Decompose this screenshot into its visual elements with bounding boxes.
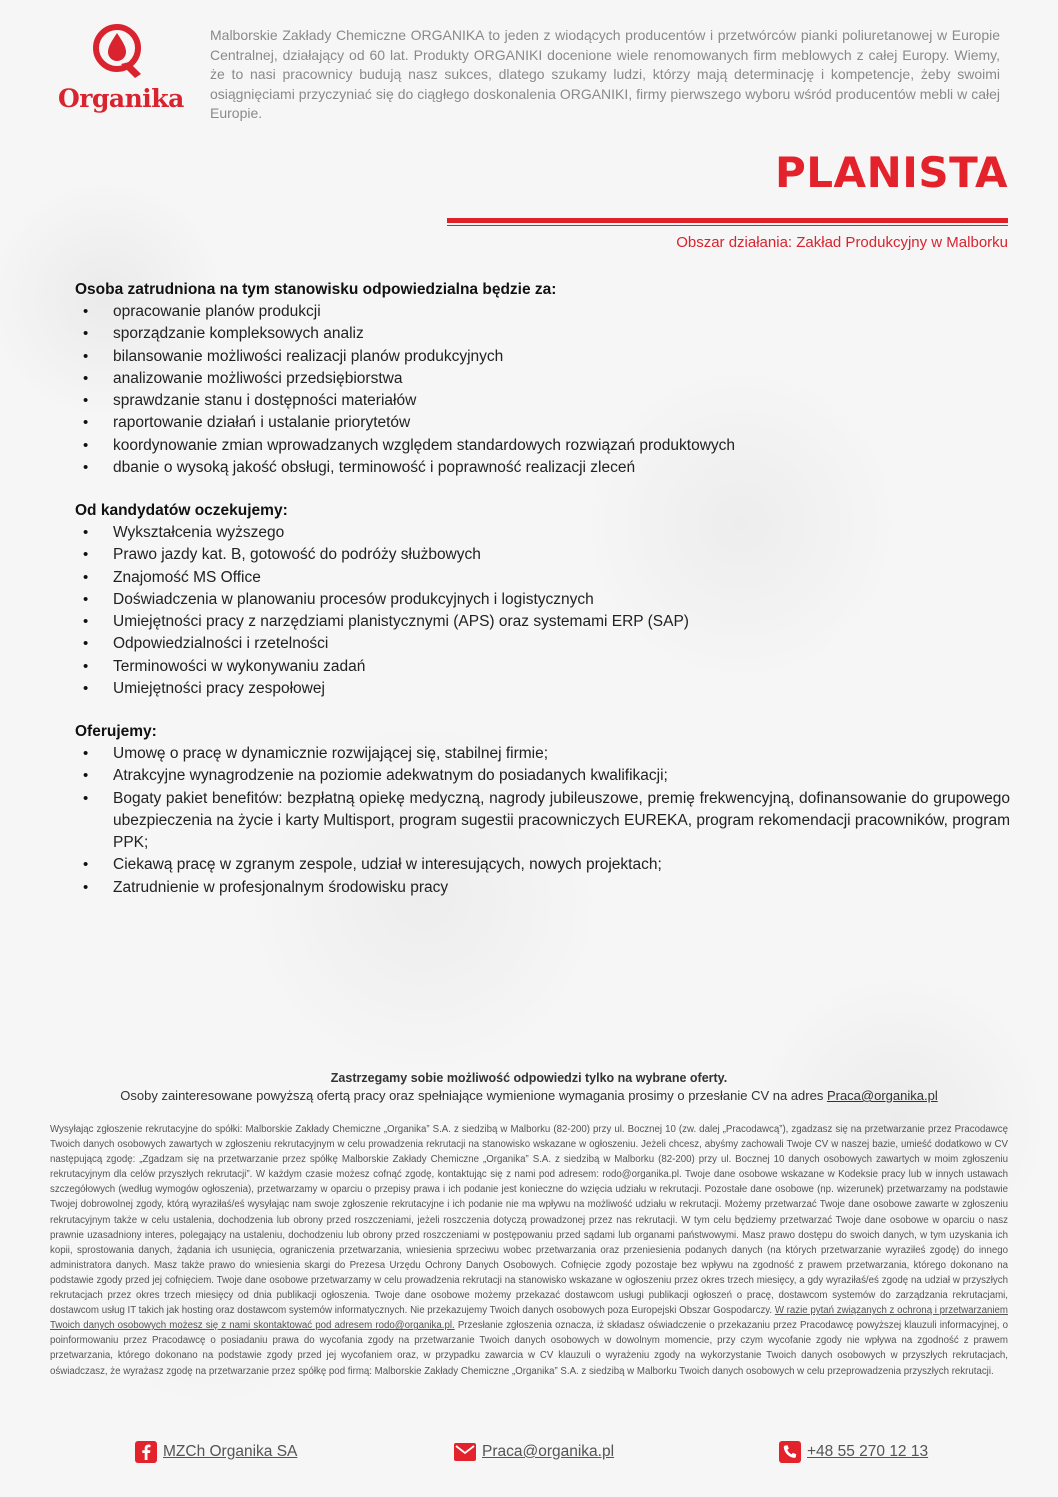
- list-item: • Umiejętności pracy zespołowej: [83, 680, 325, 698]
- work-area: Obszar działania: Zakład Produkcyjny w Malborku: [676, 234, 1008, 251]
- logo-wordmark: Organika: [58, 84, 184, 113]
- list-item: • koordynowanie zmian wprowadzanych względem standardowych rozwiązań produktowych: [83, 436, 736, 454]
- responsibilities-section: [75, 281, 1010, 479]
- contact-bar: [0, 1437, 1058, 1467]
- offer-list: [75, 743, 1010, 899]
- application-email-link[interactable]: Praca@organika.pl: [826, 1088, 938, 1103]
- job-title: PLANISTA: [775, 148, 1008, 197]
- list-item: • bilansowanie możliwości realizacji planów produkcyjnych: [83, 347, 504, 365]
- list-item: • Ciekawą pracę w zgranym zespole, udział w interesujących, nowych projektach;: [83, 856, 662, 874]
- gdpr-contact-note[interactable]: W razie pytań związanych z ochroną i przetwarzaniem Twoich danych osobowych możesz się z nami skontaktować pod adresem rodo@organika.pl.: [50, 1305, 1008, 1332]
- list-item: • Znajomość MS Office: [83, 568, 261, 586]
- list-item: • Umiejętności pracy z narzędziami planistycznymi (APS) oraz systemami ERP (SAP): [83, 613, 689, 631]
- company-intro: Malborskie Zakłady Chemiczne ORGANIKA to jeden z wiodących producentów i przetwórców pianki poliuretanowej w Europie Centralnej, działający od 60 lat. Produkty ORGANIKI docenione wiele renomowanych firm meblowych z całej Europy. Wiemy, że to nasi pracownicy budują nasz sukces, dlatego szukamy ludzi, którzy mają determinację i kompetencje, żeby swoimi osiągnięciami przyczyniać się do ciągłego doskonalenia ORGANIKI, firmy pierwszego wyboru wśród producentów mebli w całej Europie.: [210, 27, 1000, 121]
- organika-logo: [58, 24, 184, 119]
- list-item: • Odpowiedzialności i rzetelności: [83, 635, 329, 653]
- responsibilities-heading: Osoba zatrudniona na tym stanowisku odpowiedzialna będzie za:: [75, 281, 557, 298]
- title-divider: [447, 218, 1008, 226]
- facebook-label: MZCh Organika SA: [163, 1443, 298, 1460]
- list-item: • Prawo jazdy kat. B, gotowość do podróży służbowych: [83, 546, 481, 564]
- gdpr-text-part2: Przesłanie zgłoszenia oznacza, iż składasz oświadczenie o przekazaniu przez Pracodawcę powyższej klauzuli informacyjnej, o poinformowaniu przez Pracodawcę o posiadaniu prawa do wycofania zgody na przetwarzanie Twoich danych osobowych w dowolnym momencie, przy czym wycofanie zgody nie wpływa na zgodność z prawem przetwarzania, którego dokonano na podstawie zgody przed jej wycofaniem oraz, w przypadku zawarcia w CV klauzuli o wyrażeniu zgody na wykorzystanie Twoich danych osobowych w przyszłych rekrutacjach, oświadczasz, że wyrażasz zgodę na przetwarzanie przez spółkę pod firmą: Malborskie Zakłady Chemiczne „Organika” S.A. z siedzibą w Malborku Twoich danych osobowych w celu przeprowadzenia przyszłych rekrutacji.: [50, 1320, 1008, 1377]
- application-note: [0, 1088, 1058, 1103]
- phone-label: +48 55 270 12 13: [807, 1443, 929, 1460]
- email-label: Praca@organika.pl: [482, 1443, 615, 1460]
- list-item: • raportowanie działań i ustalanie priorytetów: [83, 414, 411, 432]
- list-item: • Wykształcenia wyższego: [83, 524, 285, 541]
- gdpr-text-part1: Wysyłając zgłoszenie rekrutacyjne do spółki: Malborskie Zakłady Chemiczne „Organika” S.A. z siedzibą w Malborku (82-200) przy ul. Bocznej 10 (zw. dalej „Pracodawcą”), zgadzasz się na przetwarzanie przez Pracodawcę Twoich danych osobowych zawartych w zgłoszeniu rekrutacyjnym w celu prowadzenia rekrutacji na stanowisko wskazane w ogłoszeniu. Jeżeli chcesz, abyśmy zachowali Twoje CV w naszej bazie, umieść dodatkowo w CV następującą zgodę: „Zgadzam się na przetwarzanie przez spółkę Malborskie Zakłady Chemiczne „Organika” S.A. z siedzibą w Malborku (82-200) przy ul. Bocznej 10 danych osobowych zawartych w moim zgłoszeniu rekrutacyjnym dla celów przyszłych rekrutacji”. W każdym czasie możesz cofnąć zgodę, kontaktując się z nami pod adresem: rodo@organika.pl. Twoje dane osobowe wskazane w Kodeksie pracy lub w innych ustawach szczegółowych (według wymogów ogłoszenia), przetwarzamy w oparciu o przepisy prawa i ich podanie jest konieczne do wzięcia udziału w rekrutacji. Pozostałe dane osobowe (np. wizerunek) przetwarzamy na podstawie Twojej dobrowolnej zgody, którą wyraziłaś/eś wysyłając nam swoje zgłoszenie rekrutacyjne i ich podanie nie ma wpływu na możliwość udziału w rekrutacji. Możemy przetwarzać Twoje dane osobowe zawarte w zgłoszeniu rekrutacyjnym także w celu ustalenia, dochodzenia lub obrony przed roszczeniami, jeżeli roszczenia dotyczą prowadzonej przez nas rekrutacji. W tym celu będziemy przetwarzać Twoje dane osobowe w oparciu o nasz prawnie uzasadniony interes, polegający na ustaleniu, dochodzeniu lub obrony przed roszczeniami w postępowaniu przed sądami lub organami państwowymi. Masz prawo dostępu do swoich danych, w tym uzyskania ich kopii, sprostowania danych, żądania ich usunięcia, ograniczenia przetwarzania, wniesienia sprzeciwu wobec przetwarzania oraz przeniesienia podanych danych (na których przetwarzanie wyraziłeś zgodę) do innego administratora danych. Masz także prawo do wniesienia skargi do Prezesa Urzędu Ochrony Danych Osobowych. Cofnięcie zgody pozostaje bez wpływu na zgodność z prawem przetwarzania, którego dokonano na podstawie zgody przed jej cofnięciem. Twoje dane osobowe przetwarzamy w celu prowadzenia rekrutacji na stanowisko wskazane w ogłoszeniu przez okres trzech miesięcy, a gdy wyraziłaś/eś zgodę na udział w przyszłych rekrutacjach przez okres trzech miesięcy od dnia publikacji ogłoszenia. Twoje dane osobowe możemy przekazać dostawcom usługi publikacji ogłoszeń o pracę, dostawcom systemów do zarządzania rekrutacjami, dostawcom usług IT takich jak hosting oraz dostawcom systemów informatycznych. Nie przekazujemy Twoich danych osobowych poza Europejski Obszar Gospodarczy.: [50, 1124, 1008, 1317]
- list-item: • Atrakcyjne wynagrodzenie na poziomie adekwatnym do posiadanych kwalifikacji;: [83, 767, 668, 785]
- requirements-heading: Od kandydatów oczekujemy:: [75, 502, 288, 519]
- list-item: • dbanie o wysoką jakość obsługi, terminowość i poprawność realizacji zleceń: [83, 459, 636, 477]
- list-item: • opracowanie planów produkcji: [83, 303, 321, 320]
- logo-q-drop-icon: [91, 24, 143, 80]
- gdpr-clause: [50, 1122, 1008, 1379]
- list-item: • Bogaty pakiet benefitów: bezpłatną opiekę medyczną, nagrody jubileuszowe, premię frekwencyjną, dofinansowanie do grupowego ubezpieczenia na życie i karty Multisport, program sugestii pracowniczych EUREKA, program rekomendacji pracowników, program PPK;: [83, 789, 1010, 852]
- list-item: • sprawdzanie stanu i dostępności materiałów: [83, 392, 417, 410]
- list-item: • Doświadczenia w planowaniu procesów produkcyjnych i logistycznych: [83, 590, 594, 608]
- offer-heading: Oferujemy:: [75, 723, 157, 740]
- phone-icon: [779, 1441, 801, 1463]
- list-item: • Zatrudnienie w profesjonalnym środowisku pracy: [83, 878, 449, 896]
- requirements-list: [75, 522, 1010, 700]
- list-item: • analizowanie możliwości przedsiębiorstwa: [83, 369, 403, 387]
- requirements-section: [75, 502, 1010, 700]
- application-text: Osoby zainteresowane powyższą ofertą pracy oraz spełniające wymienione wymagania prosimy o przesłanie CV na adres: [120, 1088, 827, 1103]
- list-item: • Terminowości w wykonywaniu zadań: [83, 657, 366, 675]
- reservation-note: Zastrzegamy sobie możliwość odpowiedzi tylko na wybrane oferty.: [330, 1071, 728, 1085]
- facebook-icon: [135, 1441, 157, 1463]
- list-item: • sporządzanie kompleksowych analiz: [83, 325, 364, 343]
- envelope-icon: [454, 1441, 476, 1463]
- email-contact[interactable]: [454, 1437, 614, 1467]
- phone-contact[interactable]: [779, 1437, 928, 1467]
- list-item: • Umowę o pracę w dynamicznie rozwijającej się, stabilnej firmie;: [83, 745, 549, 762]
- responsibilities-list: [75, 301, 1010, 479]
- facebook-contact[interactable]: [135, 1437, 297, 1467]
- offer-section: [75, 723, 1010, 899]
